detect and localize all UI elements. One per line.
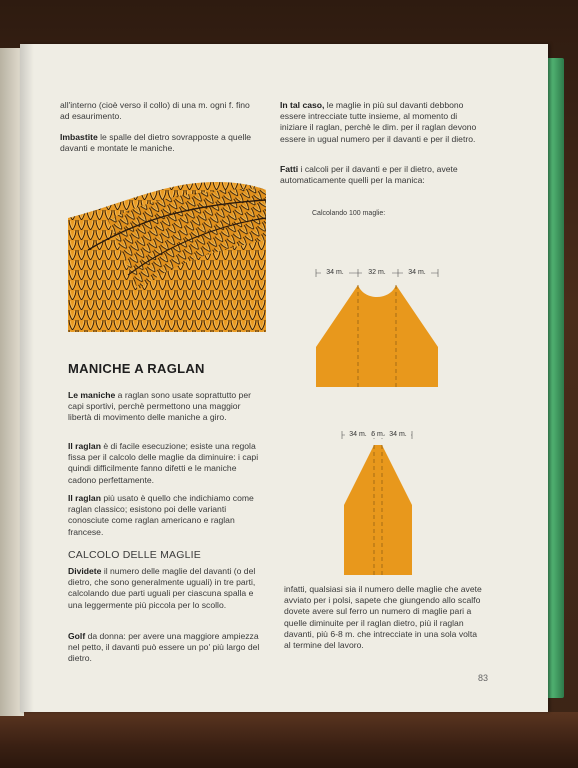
left-paragraph-6: Dividete il numero delle maglie del davanti (o del dietro, che sono generalmente uguali) in tre parti, calcolando due parti uguali per ciascuna spalla e una leggermente più piccola per lo scollo. (68, 566, 256, 610)
left-paragraph-4: Il raglan è di facile esecuzione; esiste una regola fissa per il calcolo delle maglie da diminuire: i capi quindi difficilmente fanno difetti e le maniche cadono perfettamente. (68, 441, 259, 485)
book-page (20, 44, 548, 712)
left-paragraph-7: Golf da donna: per avere una maggiore ampiezza nel petto, il davanti può essere un po' più largo del dietro. (68, 631, 260, 664)
sleeve-label-right: 34 m. (389, 431, 407, 438)
body-label-center: 32 m. (368, 269, 386, 276)
page-number: 83 (478, 673, 489, 683)
left-paragraph-1: all'interno (cioè verso il collo) di una m. ogni f. fino ad esaurimento. (60, 100, 250, 122)
diagram-caption: Calcolando 100 maglie: (312, 210, 386, 217)
right-paragraph-3: infatti, qualsiasi sia il numero delle maglie che avete avviato per i polsi, sapete che giungendo allo scalfo dovete avere sul ferro un numero di maglie pari a quelle diminuite per il raglan dietro, più il raglan davanti, più 6-8 m. che intrecciate in una sola volta al termine del lavoro. (284, 584, 482, 651)
sleeve-label-left: 34 m. (349, 431, 367, 438)
knitted-raglan-illustration (68, 180, 266, 332)
left-paragraph-5: Il raglan più usato è quello che indichiamo come raglan classico; esistono poi delle varianti conosciute come raglan americano e raglan francese. (68, 493, 254, 537)
sleeve-piece (342, 428, 412, 575)
section-title: MANICHE A RAGLAN (68, 361, 205, 376)
sleeve-label-center: 6 m. (371, 431, 385, 438)
subsection-title: CALCOLO DELLE MAGLIE (68, 549, 201, 561)
body-label-left: 34 m. (326, 269, 344, 276)
left-paragraph-2: Imbastite le spalle del dietro sovrapposte a quelle davanti e montate le maniche. (60, 132, 252, 154)
right-paragraph-2: Fatti i calcoli per il davanti e per il dietro, avete automaticamente quelli per la manica: (280, 164, 458, 186)
body-piece (316, 266, 438, 387)
body-label-right: 34 m. (408, 269, 426, 276)
raglan-diagram (302, 240, 472, 600)
table-edge (0, 712, 578, 768)
left-paragraph-3: Le maniche a raglan sono usate soprattutto per capi sportivi, perchè permettono una maggior libertà di movimento delle maniche a giro. (68, 390, 251, 423)
right-paragraph-1: In tal caso, le maglie in più sul davanti debbono essere intrecciate tutte insieme, al momento di iniziare il raglan, perchè le dim. per il raglan devono essere in ugual numero per il davanti e per il dietro. (280, 100, 477, 144)
